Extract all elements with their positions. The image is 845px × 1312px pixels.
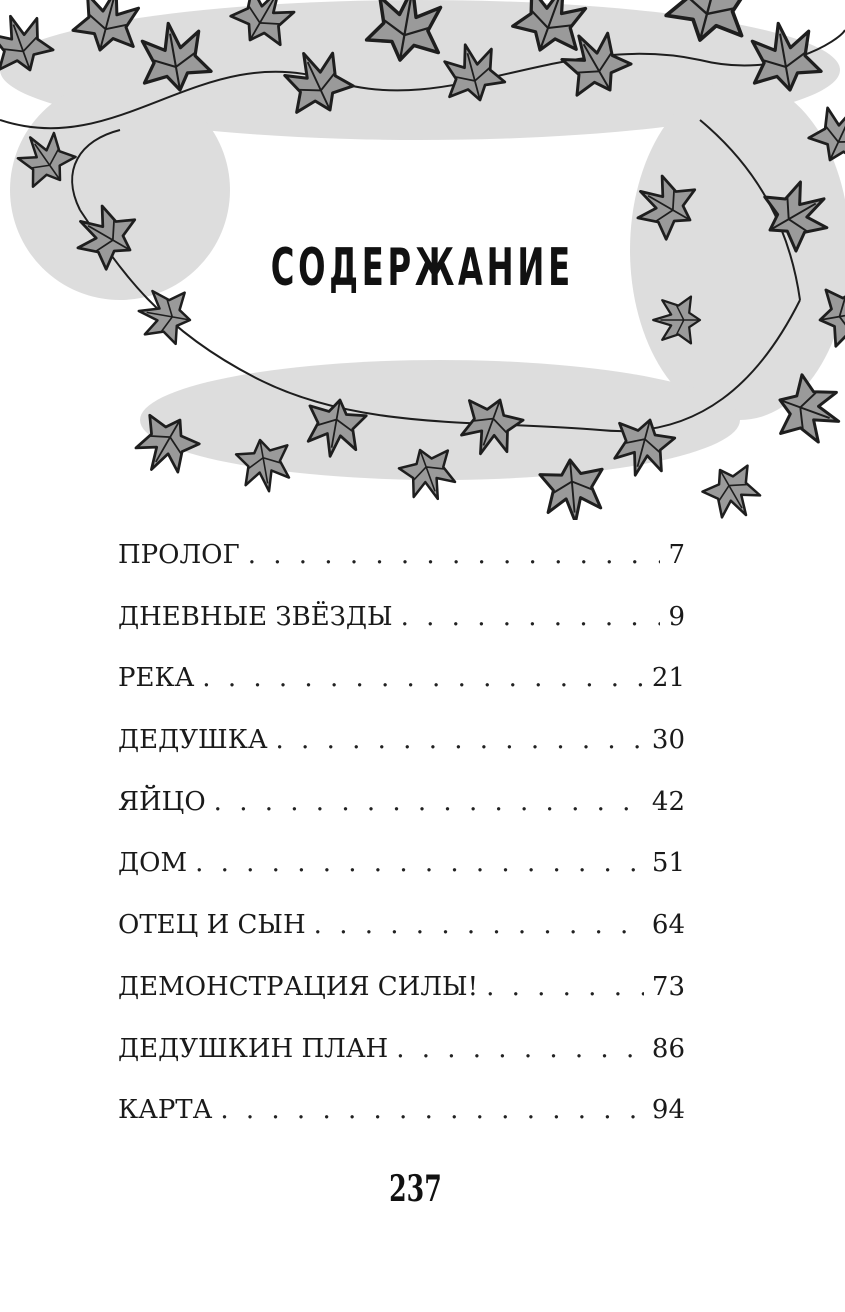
table-of-contents xyxy=(118,528,685,1145)
toc-entry[interactable] xyxy=(118,651,685,713)
toc-page-number: 73 xyxy=(651,971,685,1002)
toc-page-number: 21 xyxy=(651,663,685,694)
toc-entry[interactable] xyxy=(118,528,685,590)
page-title: СОДЕРЖАНИЕ xyxy=(270,238,574,298)
toc-leader-dots xyxy=(202,651,644,705)
toc-entry[interactable] xyxy=(118,960,685,1022)
toc-page-number: 7 xyxy=(668,540,685,570)
toc-leader-dots xyxy=(401,590,661,644)
toc-leader-dots xyxy=(248,528,661,582)
toc-chapter-title: ДЕМОНСТРАЦИЯ СИЛЫ! xyxy=(118,971,479,1002)
toc-leader-dots xyxy=(214,775,644,829)
toc-leader-dots xyxy=(195,836,644,890)
toc-leader-dots xyxy=(396,1022,644,1076)
toc-page-number: 51 xyxy=(651,848,685,879)
toc-entry[interactable] xyxy=(118,713,685,775)
toc-leader-dots xyxy=(486,960,644,1014)
page-number: 237 xyxy=(389,1168,442,1210)
toc-entry[interactable] xyxy=(118,836,685,898)
toc-chapter-title: РЕКА xyxy=(118,663,195,694)
toc-page-number: 9 xyxy=(668,601,685,632)
toc-page-number: 30 xyxy=(651,725,685,756)
toc-entry[interactable] xyxy=(118,590,685,652)
toc-entry[interactable] xyxy=(118,775,685,837)
toc-leader-dots xyxy=(220,1083,644,1137)
toc-chapter-title: ДЕДУШКИН ПЛАН xyxy=(118,1033,389,1064)
toc-chapter-title: ПРОЛОГ xyxy=(118,540,240,570)
toc-chapter-title: КАРТА xyxy=(118,1095,213,1126)
toc-entry[interactable] xyxy=(118,1022,685,1084)
toc-entry[interactable] xyxy=(118,1083,685,1145)
toc-page-number: 86 xyxy=(651,1033,685,1064)
toc-chapter-title: ДОМ xyxy=(118,848,188,879)
toc-chapter-title: ДНЕВНЫЕ ЗВЁЗДЫ xyxy=(118,601,393,632)
toc-page-number: 64 xyxy=(651,910,685,941)
toc-chapter-title: ОТЕЦ И СЫН xyxy=(118,910,306,941)
toc-page-number: 42 xyxy=(651,786,685,817)
toc-chapter-title: ЯЙЦО xyxy=(118,786,206,817)
toc-entry[interactable] xyxy=(118,898,685,960)
toc-page-number: 94 xyxy=(651,1095,685,1126)
toc-chapter-title: ДЕДУШКА xyxy=(118,725,268,756)
toc-leader-dots xyxy=(276,713,644,767)
toc-leader-dots xyxy=(314,898,644,952)
